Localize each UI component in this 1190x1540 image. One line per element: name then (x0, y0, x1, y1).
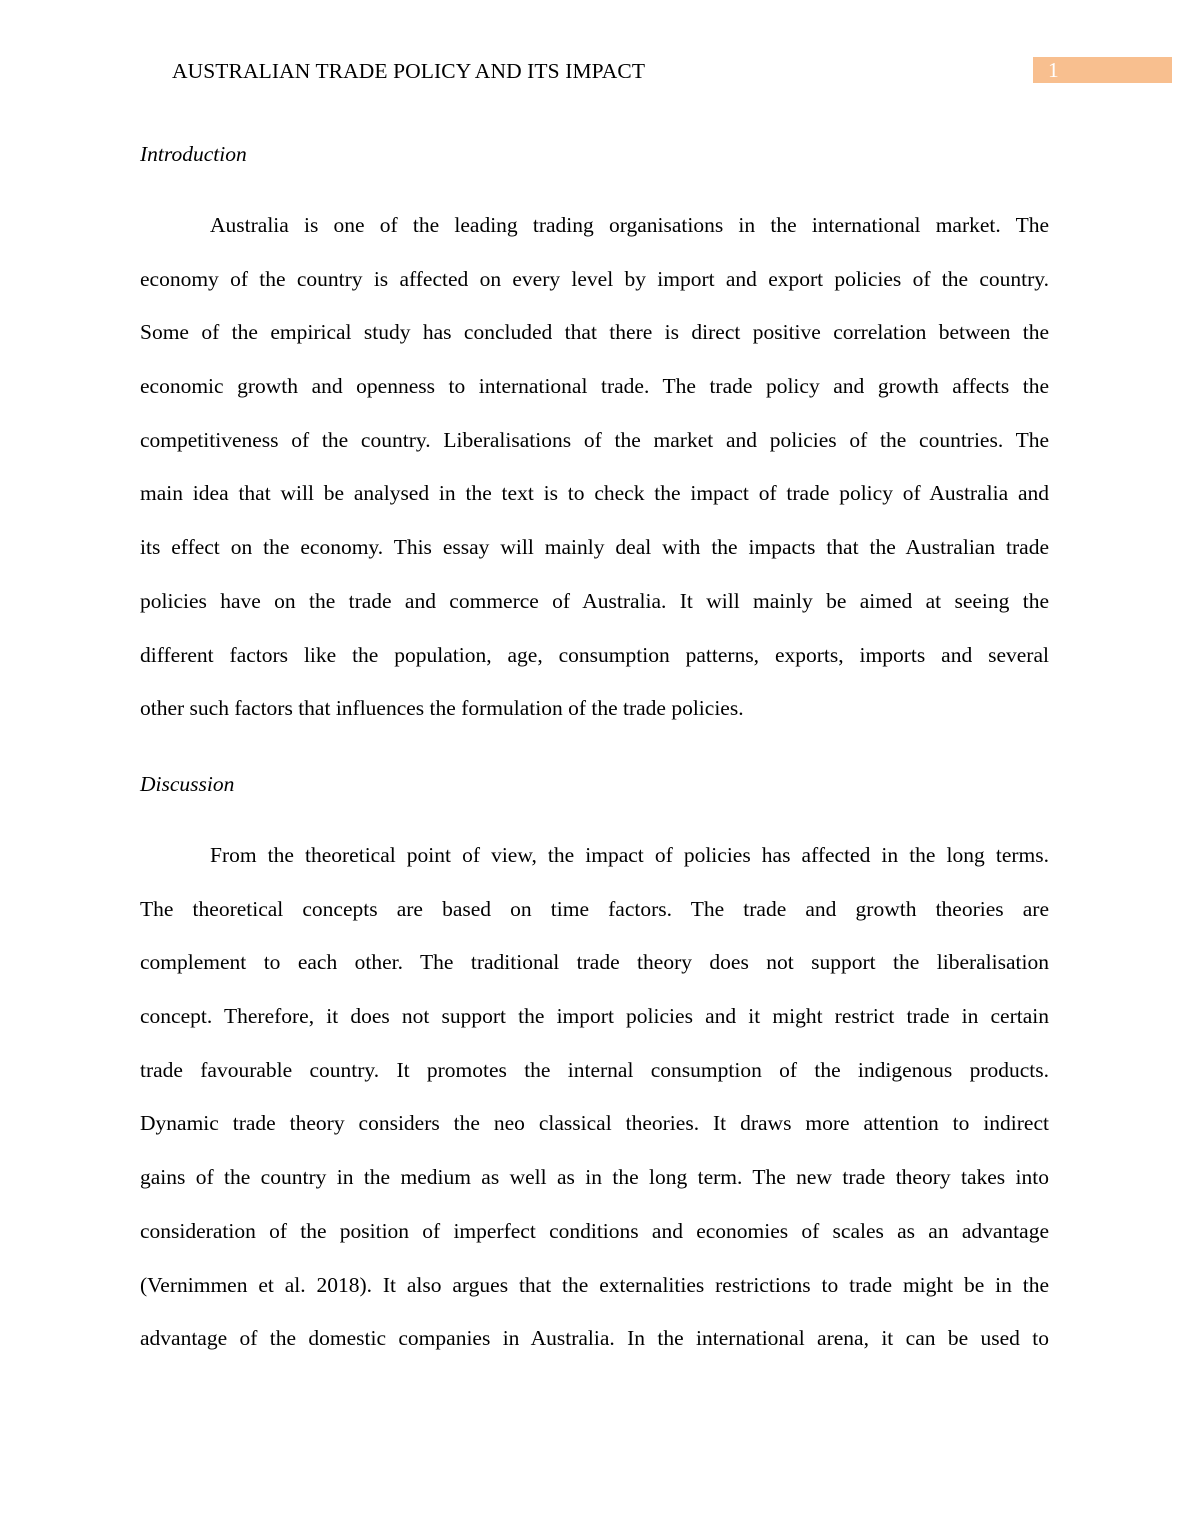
text-line: (Vernimmen et al. 2018). It also argues that the externalities restrictions to trade might be in the (140, 1272, 1049, 1297)
running-head: AUSTRALIAN TRADE POLICY AND ITS IMPACT (172, 59, 646, 83)
text-line: The theoretical concepts are based on time factors. The trade and growth theories are (140, 896, 1049, 921)
text-line: Dynamic trade theory considers the neo classical theories. It draws more attention to indirect (140, 1111, 1049, 1136)
text-line: competitiveness of the country. Liberalisations of the market and policies of the countries. The (140, 427, 1049, 452)
text-line: From the theoretical point of view, the impact of policies has affected in the long terms. (210, 843, 1049, 867)
text-line: consideration of the position of imperfect conditions and economies of scales as an advantage (140, 1218, 1049, 1243)
text-line: policies have on the trade and commerce of Australia. It will mainly be aimed at seeing the (140, 588, 1049, 613)
text-line: its effect on the economy. This essay will mainly deal with the impacts that the Australian trade (140, 535, 1049, 560)
paragraph-discussion (140, 829, 1049, 1366)
text-line: main idea that will be analysed in the text is to check the impact of trade policy of Australia and (140, 481, 1049, 506)
text-line: advantage of the domestic companies in Australia. In the international arena, it can be used to (140, 1326, 1049, 1351)
page-number-box (1033, 57, 1172, 83)
text-line: gains of the country in the medium as well as in the long term. The new trade theory takes into (140, 1165, 1049, 1190)
text-line: Australia is one of the leading trading organisations in the international market. The (210, 213, 1049, 237)
text-line: economic growth and openness to international trade. The trade policy and growth affects the (140, 374, 1049, 399)
heading-introduction: Introduction (140, 142, 247, 166)
heading-discussion: Discussion (140, 772, 235, 796)
text-line: concept. Therefore, it does not support the import policies and it might restrict trade in certain (140, 1004, 1049, 1029)
text-line: Some of the empirical study has concluded that there is direct positive correlation between the (140, 320, 1049, 345)
paragraph-introduction (140, 199, 1049, 736)
text-line: different factors like the population, age, consumption patterns, exports, imports and several (140, 642, 1049, 667)
text-line: economy of the country is affected on every level by import and export policies of the country. (140, 266, 1049, 291)
text-line: other such factors that influences the formulation of the trade policies. (140, 696, 744, 721)
text-line: trade favourable country. It promotes the internal consumption of the indigenous products. (140, 1057, 1049, 1082)
page-number: 1 (1048, 58, 1059, 82)
text-line: complement to each other. The traditional trade theory does not support the liberalisation (140, 950, 1049, 975)
